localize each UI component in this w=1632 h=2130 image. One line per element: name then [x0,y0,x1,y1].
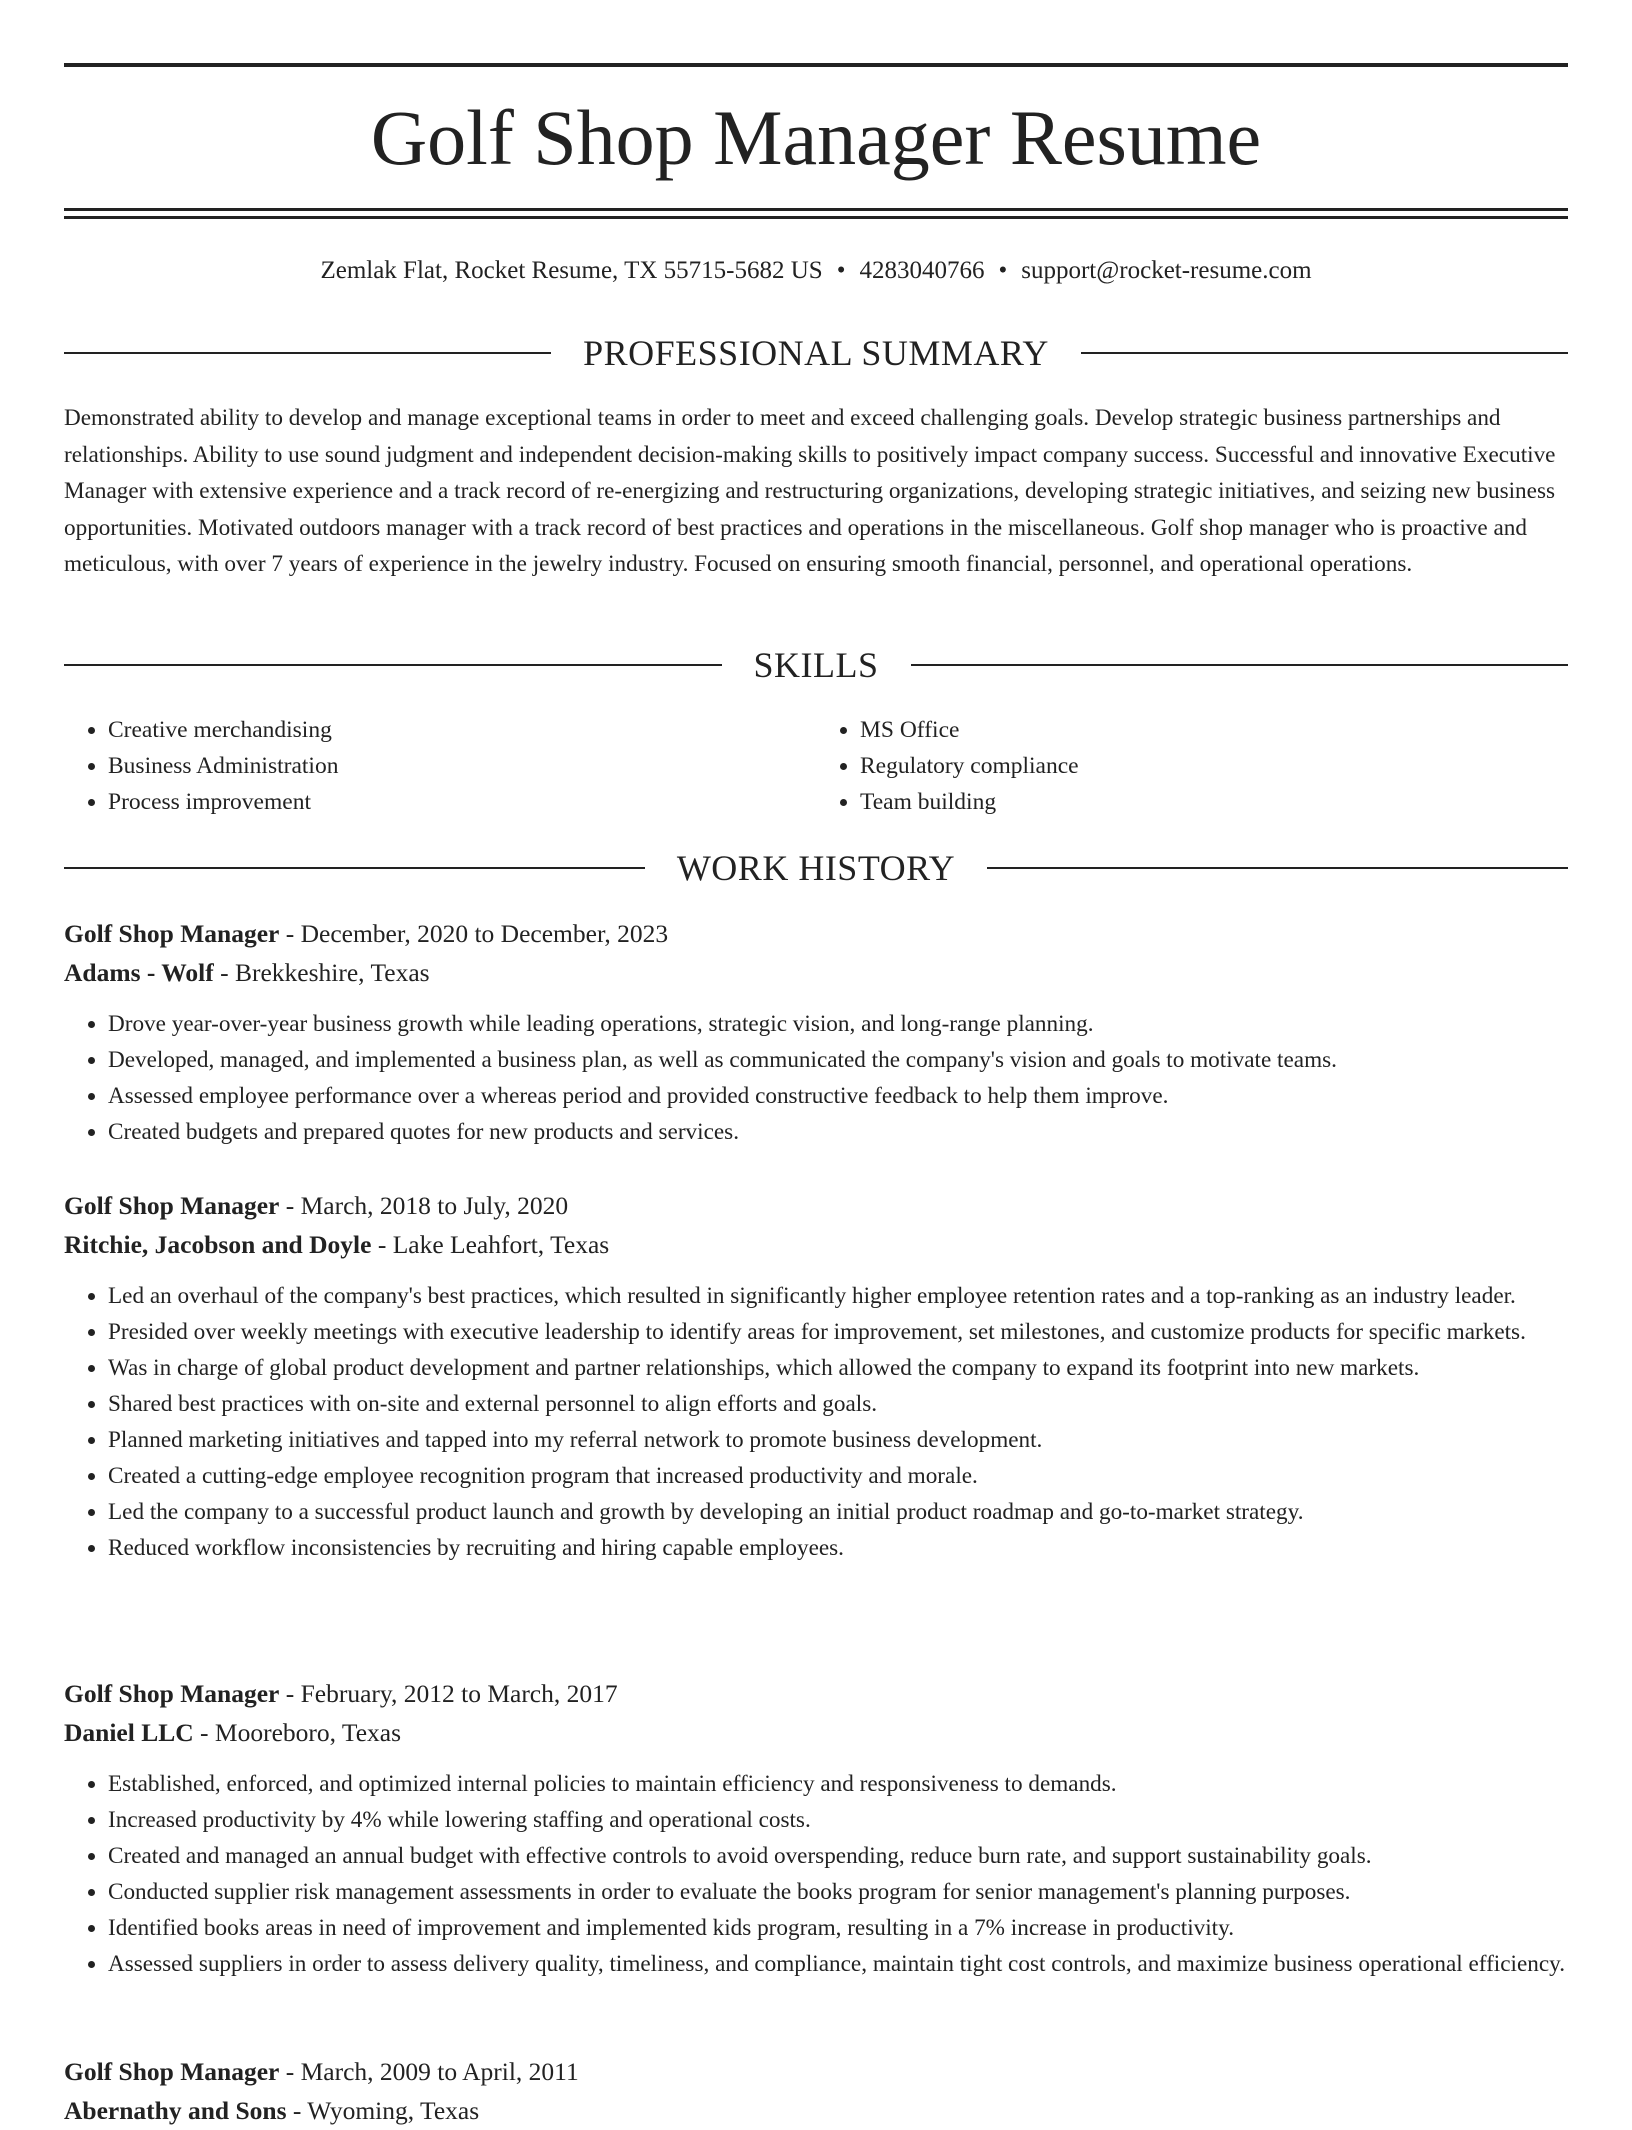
job-company: Daniel LLC [64,1718,194,1747]
skills-column-right [816,712,1568,820]
job-bullet: • Created budgets and prepared quotes for new products and services. [108,1114,1568,1150]
skills-heading-text: SKILLS [753,645,879,685]
summary-section-heading [64,331,1568,375]
job-bullet: • Led an overhaul of the company's best practices, which resulted in significantly higher employee retention rates and a top-ranking as an industry leader. [108,1278,1568,1314]
job-title: Golf Shop Manager [64,1679,280,1708]
title-rule-upper [64,208,1568,211]
job-entry [64,1186,1568,1566]
job-bullet: • Assessed suppliers in order to assess delivery quality, timeliness, and compliance, maintain tight cost controls, and maximize business operational efficiency. [108,1946,1568,1982]
job-title-line: Golf Shop Manager - March, 2018 to July, 2020 [64,1191,569,1220]
job-dates: March, 2018 to July, 2020 [300,1191,569,1220]
job-bullets [64,1278,1568,1566]
contact-address: Zemlak Flat, Rocket Resume, TX 55715-5682 US [320,257,823,284]
skill-item: • Team building [860,784,1568,820]
job-bullet: • Reduced workflow inconsistencies by recruiting and hiring capable employees. [108,1530,1568,1566]
job-company: Adams - Wolf [64,958,214,987]
job-company-line: Ritchie, Jacobson and Doyle - Lake Leahfort, Texas [64,1230,610,1259]
job-bullet: • Shared best practices with on-site and external personnel to align efforts and goals. [108,1386,1568,1422]
contact-separator: • [836,257,846,284]
heading-rule-left [64,352,551,354]
professional-summary: Demonstrated ability to develop and manage exceptional teams in order to meet and exceed challenging goals. Develop strategic business partnerships and relationships. Ability to use sound judgment and independent decision-making skills to positively impact company success. Successful and innovative Executive Manager with extensive experience and a track record of re-energizing and restructuring organizations, developing strategic initiatives, and seizing new business opportunities. Motivated outdoors manager with a track record of best practices and operations in the miscellaneous. Golf shop manager who is proactive and meticulous, with over 7 years of experience in the jewelry industry. Focused on ensuring smooth financial, personnel, and operational operations. [64,405,1556,577]
summary-heading-text: PROFESSIONAL SUMMARY [583,333,1049,373]
job-bullet: • Led the company to a successful product launch and growth by developing an initial product roadmap and go-to-market strategy. [108,1494,1568,1530]
job-location: Wyoming, Texas [307,2096,480,2125]
job-title-line: Golf Shop Manager - December, 2020 to December, 2023 [64,919,669,948]
work-section-heading [64,846,1568,890]
job-entry [64,914,1568,1150]
skill-item: • Business Administration [108,748,816,784]
job-title-line: Golf Shop Manager - February, 2012 to March, 2017 [64,1679,618,1708]
job-bullet: • Created and managed an annual budget with effective controls to avoid overspending, reduce burn rate, and support sustainability goals. [108,1838,1568,1874]
job-bullet: • Established, enforced, and optimized internal policies to maintain efficiency and responsiveness to demands. [108,1766,1568,1802]
job-bullet: • Conducted supplier risk management assessments in order to evaluate the books program for senior management's planning purposes. [108,1874,1568,1910]
skill-item: • Regulatory compliance [860,748,1568,784]
job-bullet: • Drove year-over-year business growth while leading operations, strategic vision, and long-range planning. [108,1006,1568,1042]
job-location: Lake Leahfort, Texas [392,1230,610,1259]
job-entry [64,2052,1568,2130]
job-bullet: • Created a cutting-edge employee recognition program that increased productivity and morale. [108,1458,1568,1494]
job-title: Golf Shop Manager [64,919,280,948]
heading-rule-left [64,867,645,869]
skill-item: • MS Office [860,712,1568,748]
contact-separator: • [998,257,1008,284]
job-dates: December, 2020 to December, 2023 [300,919,669,948]
job-bullet: • Was in charge of global product development and partner relationships, which allowed the company to expand its footprint into new markets. [108,1350,1568,1386]
job-location: Mooreboro, Texas [214,1718,402,1747]
top-rule [64,63,1568,67]
skills-section-heading [64,643,1568,687]
job-bullets [64,1766,1568,1982]
heading-rule-right [1081,352,1568,354]
job-title: Golf Shop Manager [64,2057,280,2086]
job-entry [64,1674,1568,1982]
job-bullet: • Increased productivity by 4% while lowering staffing and operational costs. [108,1802,1568,1838]
resume-title: Golf Shop Manager Resume [370,94,1262,181]
job-dates: March, 2009 to April, 2011 [300,2057,579,2086]
job-bullet: • Planned marketing initiatives and tapped into my referral network to promote business development. [108,1422,1568,1458]
skills-column-left [64,712,816,820]
job-company: Ritchie, Jacobson and Doyle [64,1230,372,1259]
job-company-line: Daniel LLC - Mooreboro, Texas [64,1718,402,1747]
job-bullets [64,1006,1568,1150]
job-dates: February, 2012 to March, 2017 [300,1679,618,1708]
work-heading-text: WORK HISTORY [676,848,956,888]
job-company-line: Adams - Wolf - Brekkeshire, Texas [64,958,430,987]
contact-phone: 4283040766 [859,257,985,284]
job-bullet: • Assessed employee performance over a whereas period and provided constructive feedback to help them improve. [108,1078,1568,1114]
title-rule-lower [64,216,1568,219]
job-title-line: Golf Shop Manager - March, 2009 to April, 2011 [64,2057,579,2086]
job-title: Golf Shop Manager [64,1191,280,1220]
job-company: Abernathy and Sons [64,2096,287,2125]
contact-line [64,254,1568,288]
skill-item: • Creative merchandising [108,712,816,748]
job-bullet: • Identified books areas in need of improvement and implemented kids program, resulting in a 7% increase in productivity. [108,1910,1568,1946]
skills-list [64,712,1568,820]
contact-email: support@rocket-resume.com [1021,257,1312,284]
job-location: Brekkeshire, Texas [234,958,430,987]
job-bullet: • Presided over weekly meetings with executive leadership to identify areas for improvement, set milestones, and customize products for specific markets. [108,1314,1568,1350]
job-bullet: • Developed, managed, and implemented a business plan, as well as communicated the company's vision and goals to motivate teams. [108,1042,1568,1078]
heading-rule-left [64,664,722,666]
heading-rule-right [911,664,1569,666]
heading-rule-right [987,867,1568,869]
job-company-line: Abernathy and Sons - Wyoming, Texas [64,2096,480,2125]
skill-item: • Process improvement [108,784,816,820]
